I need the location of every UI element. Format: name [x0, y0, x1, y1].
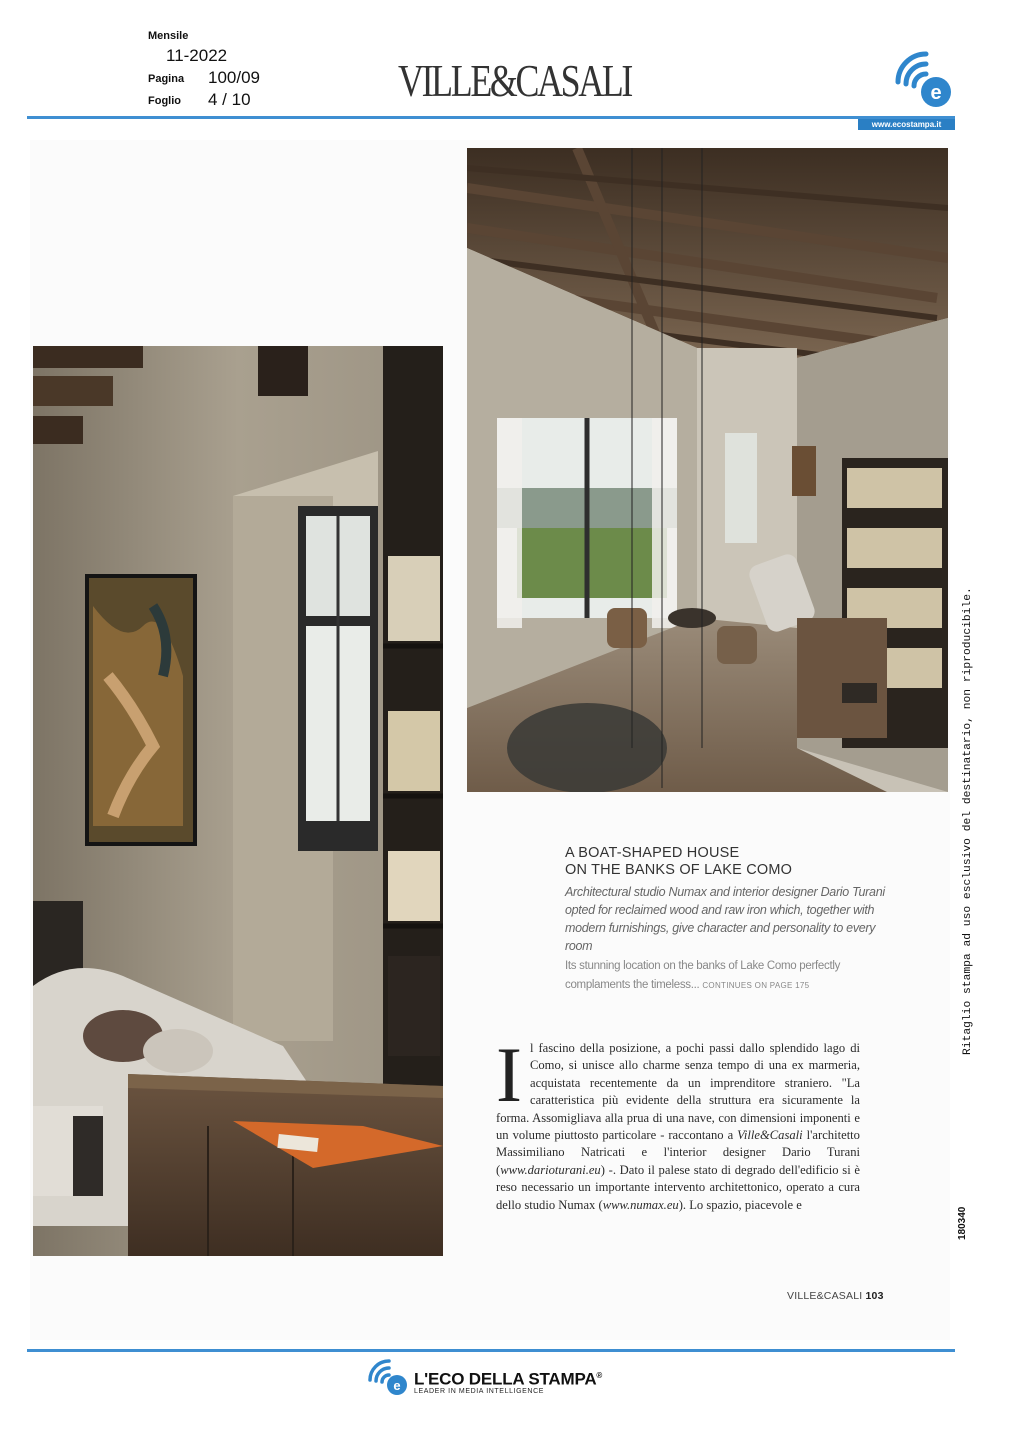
caption-lead: Architectural studio Numax and interior designer Dario Turani opted for reclaimed wood and raw iron which, together with modern furnishings, give character and personality to every room	[565, 885, 885, 953]
eco-stampa-logo-icon	[892, 44, 956, 110]
page-label: Pagina	[148, 73, 185, 85]
caption-title-line1: A BOAT-SHAPED HOUSE	[565, 845, 740, 861]
article-text-1: l fascino della posizione, a pochi passi dallo splendido lago di Como, si unisce allo charme senza tempo di una ex marmeria, acquistata recentemente da un imprenditore straniero. "La caratteristica più evidente della struttura era sicuramente la forma. Assomigliava alla prua di una nave, con dimensioni imponenti e un volume piuttosto particolare - raccontano a	[496, 1041, 860, 1143]
sheet-value: 4 / 10	[208, 90, 251, 109]
caption-body	[565, 957, 885, 995]
magazine-reference: Ville&Casali	[737, 1128, 803, 1143]
article-text-4: ). Lo spazio, piacevole e	[678, 1197, 802, 1212]
caption-body-text: Its stunning location on the banks of Lake Como perfectly complaments the timeless...	[565, 960, 841, 991]
header-rule	[27, 116, 955, 119]
clipping-code: 180340	[957, 1206, 968, 1240]
designer-url: www.darioturani.eu	[500, 1162, 601, 1177]
svg-text:e: e	[930, 82, 942, 104]
registered-mark: ®	[596, 1371, 603, 1380]
photo-caption	[565, 845, 885, 995]
frequency-label: Mensile	[148, 30, 189, 42]
article-text-3: ) -. Dato il palese stato di degrado dell'edificio si è reso necessario un importante intervento architettonico, operato a cura dello studio Numax (	[496, 1162, 860, 1212]
folio-magazine: VILLE&CASALI	[787, 1290, 863, 1302]
page-value: 100/09	[208, 68, 260, 87]
folio-page-number: 103	[865, 1290, 884, 1302]
high-ceiling-room-photo	[467, 148, 948, 792]
high-ceiling-room-illustration	[467, 148, 948, 792]
drop-cap: I	[496, 1031, 522, 1118]
eco-della-stampa-logo-icon	[366, 1354, 410, 1396]
continues-on-page: CONTINUES ON PAGE 175	[702, 981, 810, 990]
page-folio	[787, 1290, 887, 1302]
footer-rule	[27, 1349, 955, 1352]
reproduction-notice: Ritaglio stampa ad uso esclusivo del destinatario, non riproducibile.	[962, 587, 974, 1055]
article-text-2: l'architetto Massimiliano Natricati e l'interior designer Dario Turani (	[496, 1128, 860, 1177]
issue-date: 11-2022	[166, 46, 228, 65]
clipping-meta	[148, 28, 288, 112]
footer-tagline: LEADER IN MEDIA INTELLIGENCE	[414, 1388, 544, 1395]
caption-title	[565, 845, 885, 879]
masthead-logo: VILLE&CASALI	[398, 55, 632, 106]
caption-title-line2: ON THE BANKS OF LAKE COMO	[565, 862, 793, 878]
living-room-photo	[33, 346, 443, 1256]
website-label: www.ecostampa.it	[858, 119, 955, 130]
footer-brand-name: L'ECO DELLA STAMPA	[414, 1369, 597, 1389]
sheet-label: Foglio	[148, 95, 181, 107]
studio-url: www.numax.eu	[602, 1197, 679, 1212]
living-room-illustration	[33, 346, 443, 1256]
svg-text:e: e	[393, 1378, 401, 1393]
article-body	[496, 1031, 860, 1214]
